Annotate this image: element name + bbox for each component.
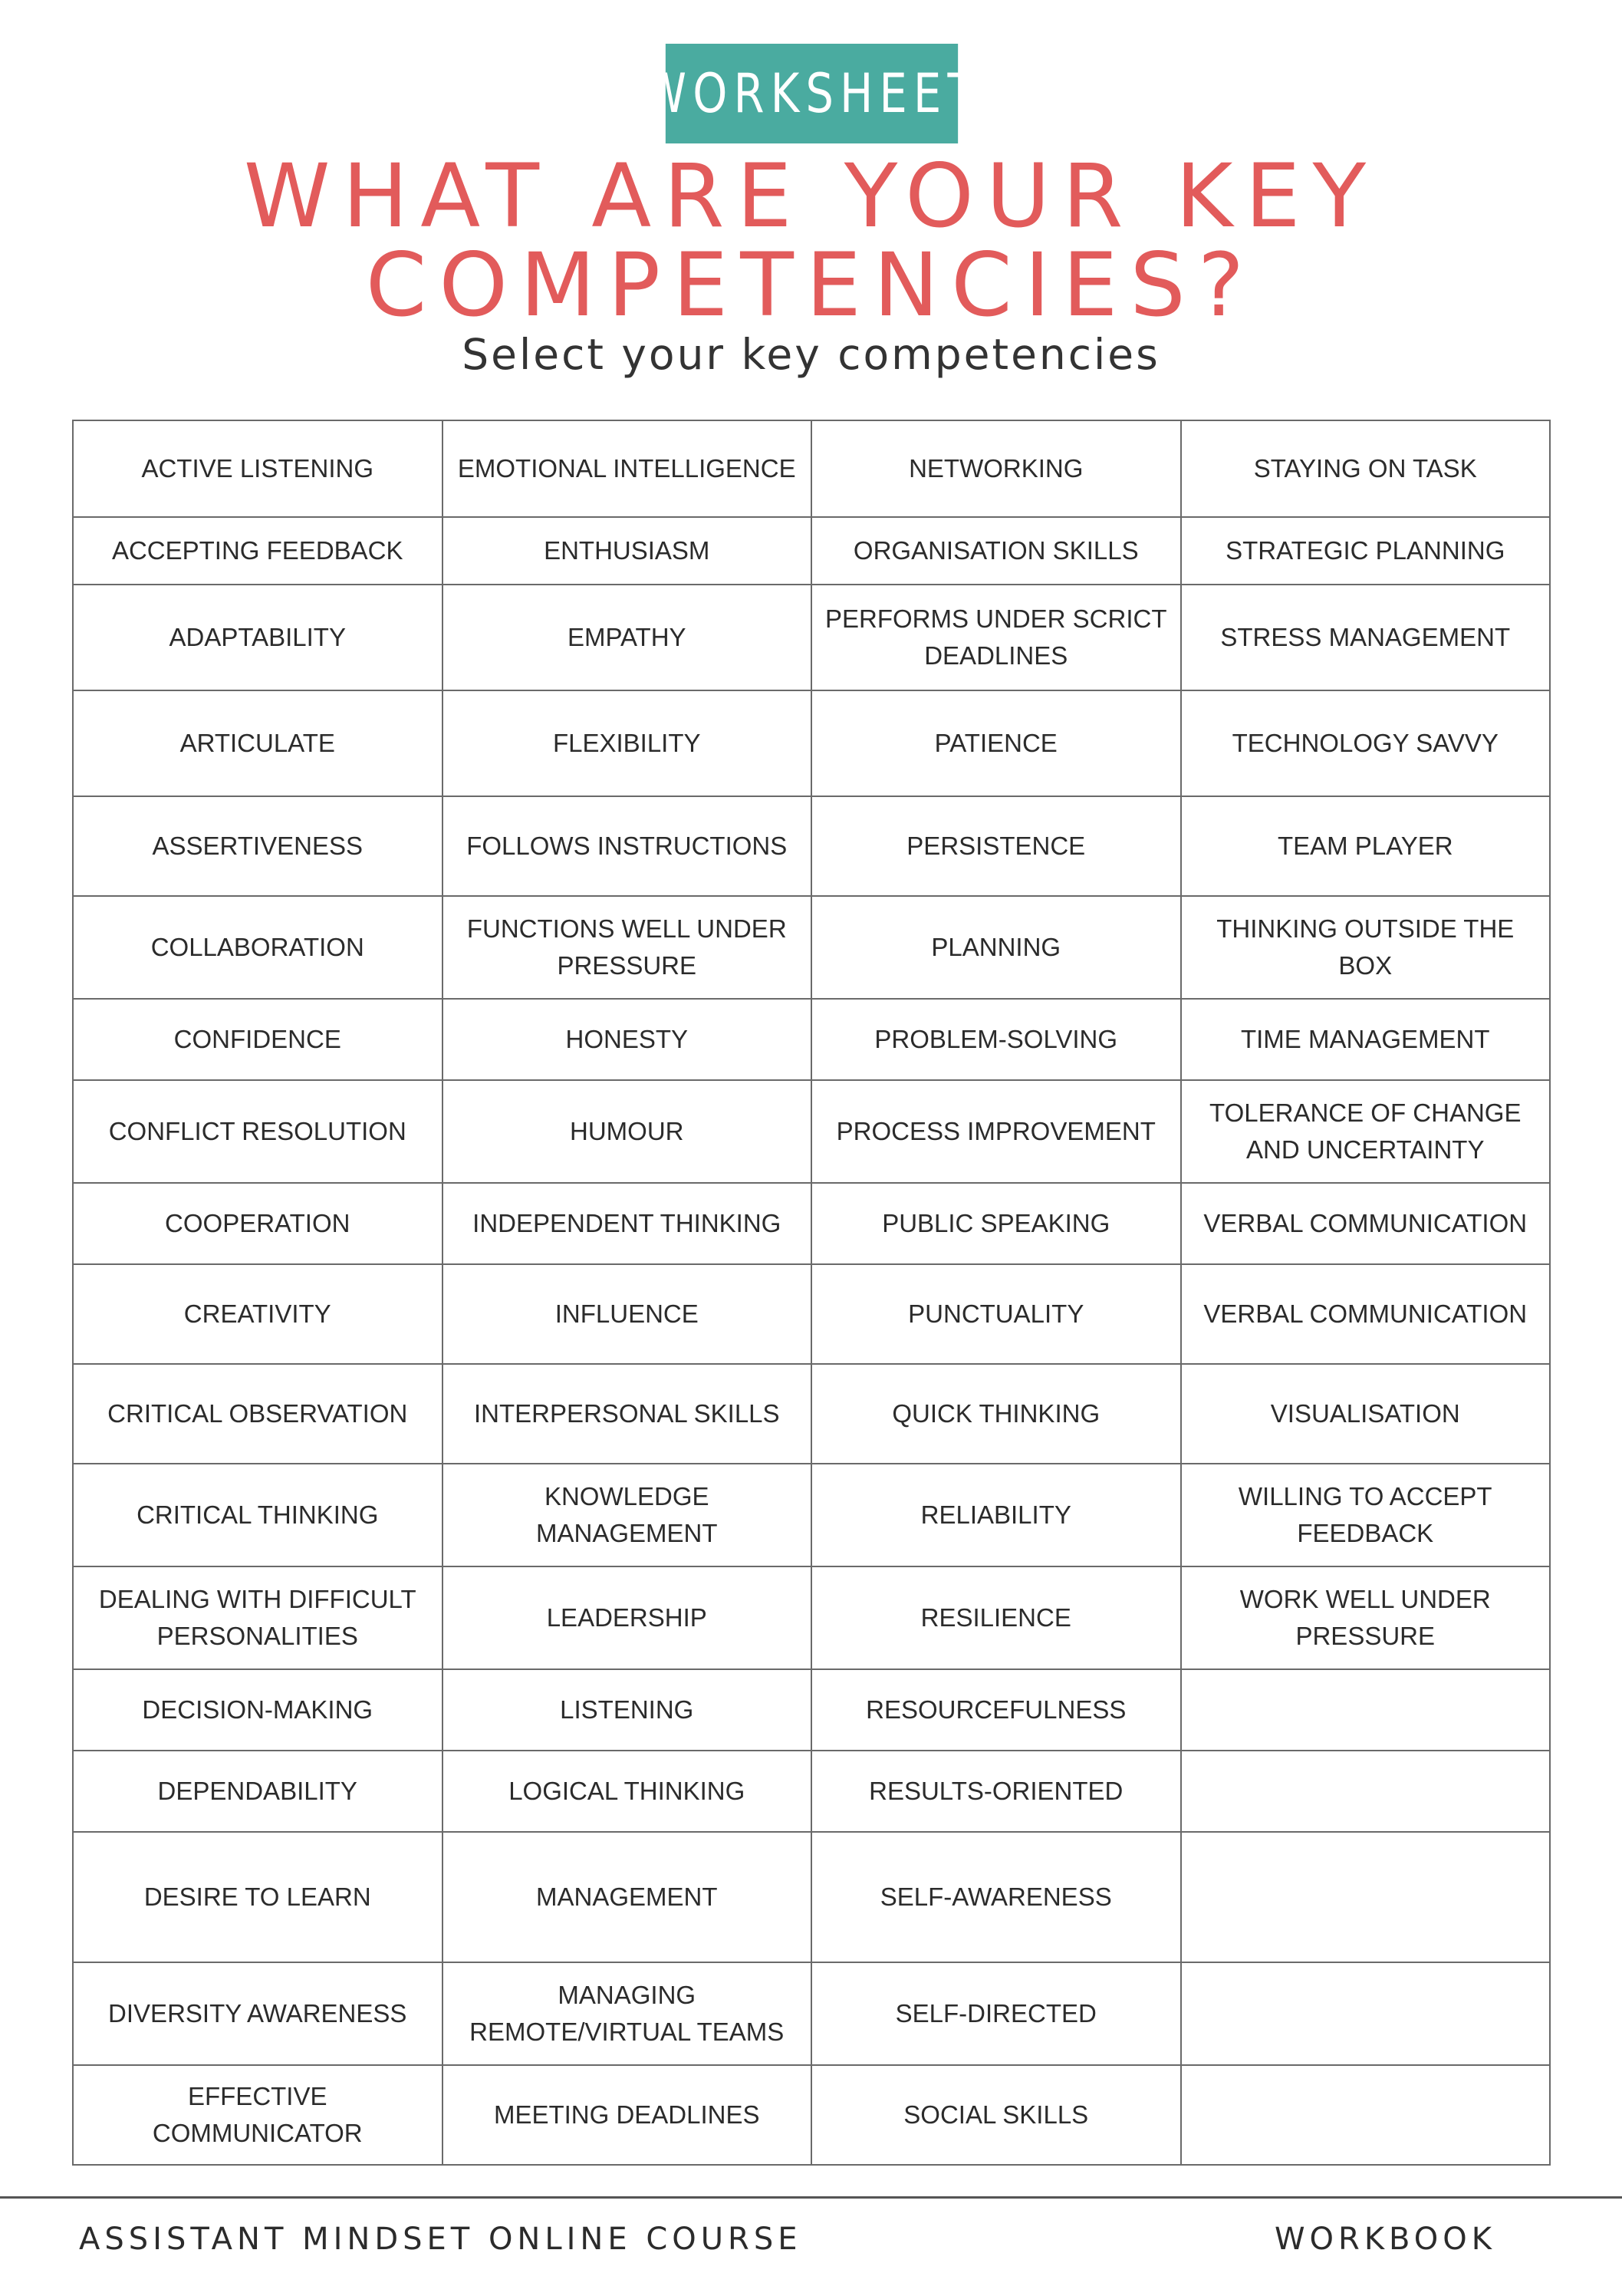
table-row — [73, 1464, 1550, 1566]
competency-cell[interactable]: CONFLICT RESOLUTION — [73, 1080, 443, 1183]
competency-cell[interactable]: ENTHUSIASM — [443, 517, 812, 585]
competency-cell[interactable]: PLANNING — [811, 896, 1181, 999]
competencies-table-body — [73, 420, 1550, 2165]
competency-cell[interactable]: TOLERANCE OF CHANGE AND UNCERTAINTY — [1181, 1080, 1551, 1183]
table-row — [73, 1080, 1550, 1183]
competency-cell[interactable]: KNOWLEDGE MANAGEMENT — [443, 1464, 812, 1566]
competency-cell[interactable]: ADAPTABILITY — [73, 585, 443, 690]
competency-cell[interactable]: HUMOUR — [443, 1080, 812, 1183]
competency-cell[interactable]: SOCIAL SKILLS — [811, 2065, 1181, 2165]
table-row — [73, 1264, 1550, 1364]
competency-cell[interactable]: DIVERSITY AWARENESS — [73, 1962, 443, 2065]
table-row — [73, 1669, 1550, 1751]
competency-cell[interactable]: STRATEGIC PLANNING — [1181, 517, 1551, 585]
table-row — [73, 1364, 1550, 1464]
competency-cell[interactable]: CRITICAL THINKING — [73, 1464, 443, 1566]
table-row — [73, 999, 1550, 1080]
competency-cell[interactable]: HONESTY — [443, 999, 812, 1080]
competency-cell[interactable]: ORGANISATION SKILLS — [811, 517, 1181, 585]
competency-cell[interactable]: ACTIVE LISTENING — [73, 420, 443, 517]
competency-cell[interactable]: INDEPENDENT THINKING — [443, 1183, 812, 1264]
competency-cell[interactable]: CREATIVITY — [73, 1264, 443, 1364]
table-row — [73, 517, 1550, 585]
competency-cell[interactable]: CONFIDENCE — [73, 999, 443, 1080]
competency-cell[interactable]: FOLLOWS INSTRUCTIONS — [443, 796, 812, 896]
table-row — [73, 1832, 1550, 1962]
competency-cell[interactable]: RESOURCEFULNESS — [811, 1669, 1181, 1751]
competency-cell[interactable]: COOPERATION — [73, 1183, 443, 1264]
competencies-table — [72, 420, 1551, 2166]
table-row — [73, 690, 1550, 796]
competency-cell[interactable]: ACCEPTING FEEDBACK — [73, 517, 443, 585]
competency-cell[interactable]: DECISION-MAKING — [73, 1669, 443, 1751]
competency-cell[interactable]: NETWORKING — [811, 420, 1181, 517]
page-subtitle: Select your key competencies — [462, 330, 1160, 379]
table-row — [73, 2065, 1550, 2165]
competency-cell[interactable]: VISUALISATION — [1181, 1364, 1551, 1464]
competency-cell[interactable]: MANAGEMENT — [443, 1832, 812, 1962]
competency-cell[interactable] — [1181, 1751, 1551, 1832]
competency-cell[interactable]: PUNCTUALITY — [811, 1264, 1181, 1364]
competency-cell[interactable]: MEETING DEADLINES — [443, 2065, 812, 2165]
competency-cell[interactable] — [1181, 1832, 1551, 1962]
competency-cell[interactable]: ASSERTIVENESS — [73, 796, 443, 896]
competency-cell[interactable]: EMPATHY — [443, 585, 812, 690]
competency-cell[interactable]: TIME MANAGEMENT — [1181, 999, 1551, 1080]
competency-cell[interactable]: RELIABILITY — [811, 1464, 1181, 1566]
footer-course-name: ASSISTANT MINDSET ONLINE COURSE — [79, 2222, 802, 2257]
competency-cell[interactable] — [1181, 2065, 1551, 2165]
competency-cell[interactable]: SELF-AWARENESS — [811, 1832, 1181, 1962]
competency-cell[interactable]: PERFORMS UNDER SCRICT DEADLINES — [811, 585, 1181, 690]
table-row — [73, 896, 1550, 999]
competency-cell[interactable] — [1181, 1962, 1551, 2065]
competency-cell[interactable]: RESULTS-ORIENTED — [811, 1751, 1181, 1832]
competency-cell[interactable]: VERBAL COMMUNICATION — [1181, 1264, 1551, 1364]
competency-cell[interactable]: MANAGING REMOTE/VIRTUAL TEAMS — [443, 1962, 812, 2065]
competency-cell[interactable]: RESILIENCE — [811, 1566, 1181, 1669]
competency-cell[interactable]: WORK WELL UNDER PRESSURE — [1181, 1566, 1551, 1669]
competency-cell[interactable]: PUBLIC SPEAKING — [811, 1183, 1181, 1264]
competency-cell[interactable]: TEAM PLAYER — [1181, 796, 1551, 896]
title-line-2: COMPETENCIES? — [365, 234, 1257, 336]
title-line-1: WHAT ARE YOUR KEY — [243, 145, 1379, 247]
competency-cell[interactable]: THINKING OUTSIDE THE BOX — [1181, 896, 1551, 999]
table-row — [73, 1962, 1550, 2065]
competency-cell[interactable]: PATIENCE — [811, 690, 1181, 796]
table-row — [73, 1183, 1550, 1264]
competency-cell[interactable]: FLEXIBILITY — [443, 690, 812, 796]
competency-cell[interactable]: QUICK THINKING — [811, 1364, 1181, 1464]
competency-cell[interactable]: PERSISTENCE — [811, 796, 1181, 896]
table-row — [73, 1751, 1550, 1832]
page-title — [0, 145, 1622, 336]
competency-cell[interactable]: CRITICAL OBSERVATION — [73, 1364, 443, 1464]
competency-cell[interactable]: EFFECTIVE COMMUNICATOR — [73, 2065, 443, 2165]
competency-cell[interactable]: WILLING TO ACCEPT FEEDBACK — [1181, 1464, 1551, 1566]
competency-cell[interactable]: PROCESS IMPROVEMENT — [811, 1080, 1181, 1183]
table-row — [73, 420, 1550, 517]
competency-cell[interactable]: LEADERSHIP — [443, 1566, 812, 1669]
competency-cell[interactable]: EMOTIONAL INTELLIGENCE — [443, 420, 812, 517]
competency-cell[interactable] — [1181, 1669, 1551, 1751]
competency-cell[interactable]: TECHNOLOGY SAVVY — [1181, 690, 1551, 796]
competency-cell[interactable]: DEPENDABILITY — [73, 1751, 443, 1832]
competency-cell[interactable]: INFLUENCE — [443, 1264, 812, 1364]
table-row — [73, 585, 1550, 690]
competency-cell[interactable]: INTERPERSONAL SKILLS — [443, 1364, 812, 1464]
competency-cell[interactable]: PROBLEM-SOLVING — [811, 999, 1181, 1080]
competency-cell[interactable]: DEALING WITH DIFFICULT PERSONALITIES — [73, 1566, 443, 1669]
competency-cell[interactable]: STAYING ON TASK — [1181, 420, 1551, 517]
worksheet-badge: WORKSHEET — [666, 44, 958, 143]
competency-cell[interactable]: LISTENING — [443, 1669, 812, 1751]
competency-cell[interactable]: COLLABORATION — [73, 896, 443, 999]
competency-cell[interactable]: FUNCTIONS WELL UNDER PRESSURE — [443, 896, 812, 999]
competency-cell[interactable]: STRESS MANAGEMENT — [1181, 585, 1551, 690]
competency-cell[interactable]: DESIRE TO LEARN — [73, 1832, 443, 1962]
competency-cell[interactable]: SELF-DIRECTED — [811, 1962, 1181, 2065]
competency-cell[interactable]: LOGICAL THINKING — [443, 1751, 812, 1832]
competency-cell[interactable]: ARTICULATE — [73, 690, 443, 796]
competency-cell[interactable]: VERBAL COMMUNICATION — [1181, 1183, 1551, 1264]
table-row — [73, 796, 1550, 896]
footer-workbook-label: WORKBOOK — [1275, 2222, 1496, 2257]
table-row — [73, 1566, 1550, 1669]
footer-divider — [0, 2196, 1622, 2199]
